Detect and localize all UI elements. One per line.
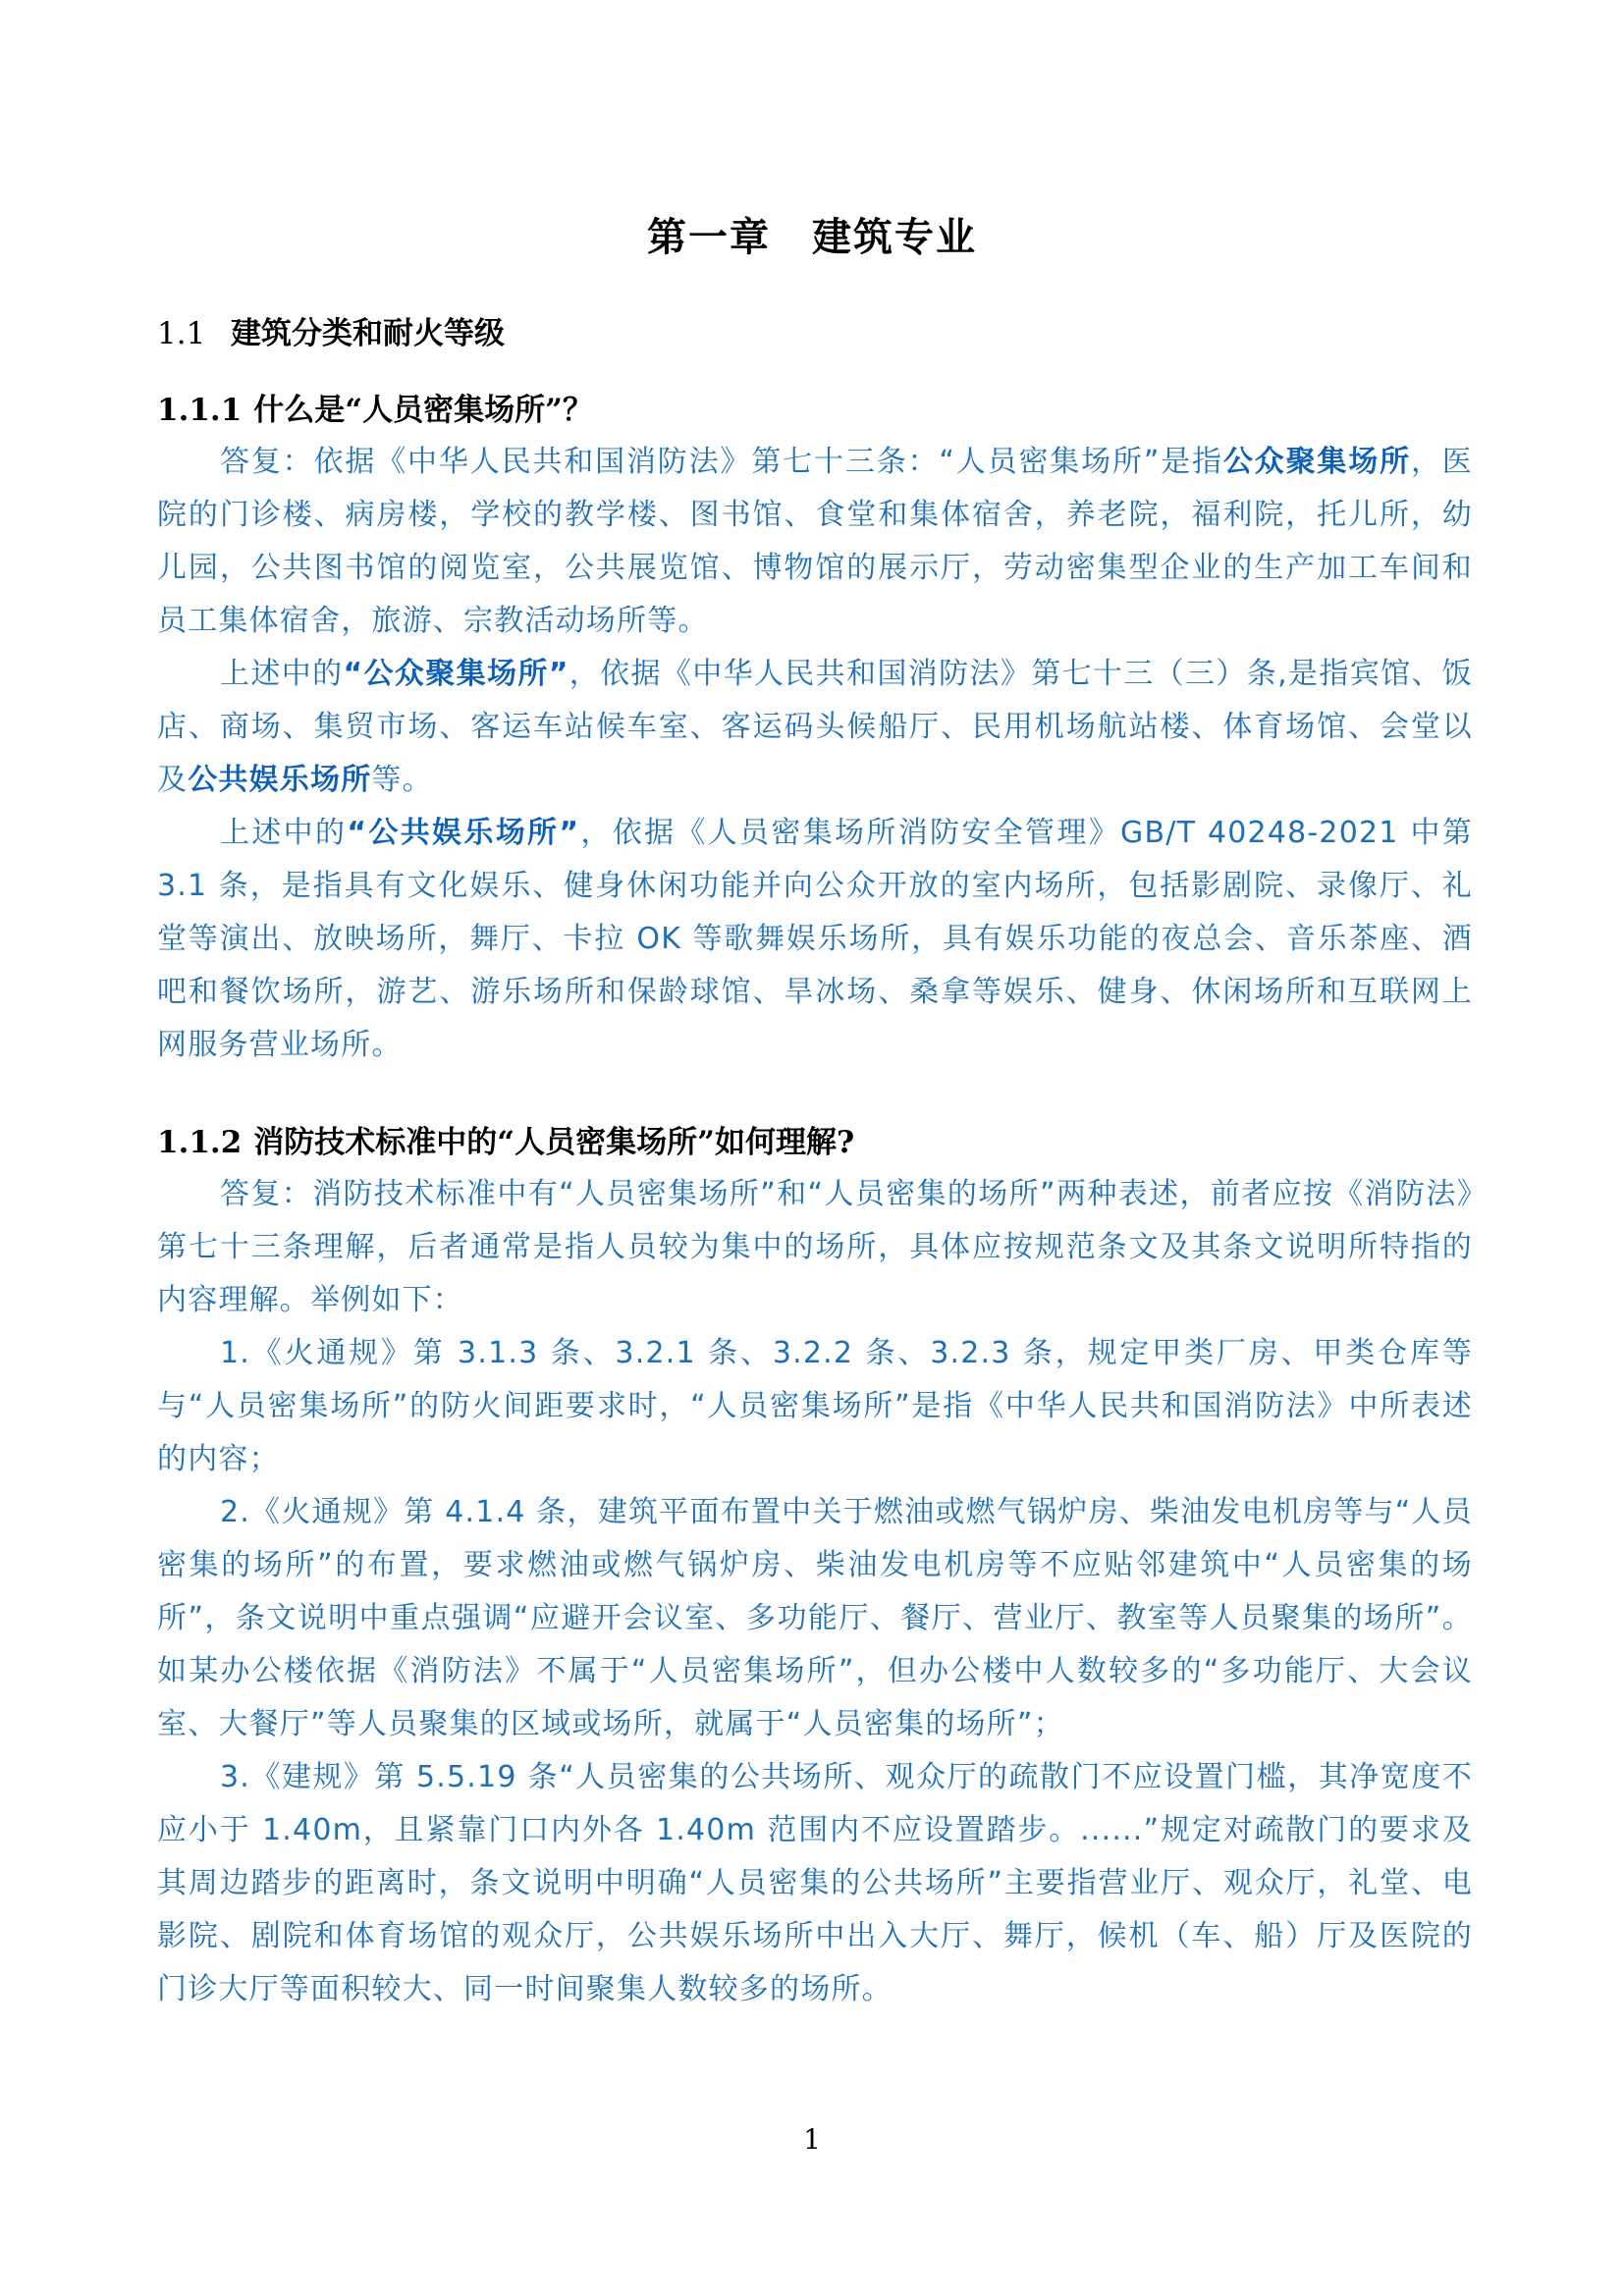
question-1-answer-paragraph-3 bbox=[157, 807, 1473, 1072]
paragraph-text: 等。 bbox=[371, 763, 433, 797]
question-1 bbox=[157, 387, 1473, 1072]
page-number: 1 bbox=[803, 2123, 821, 2156]
paragraph-text: ，医院的门诊楼、病房楼，学校的教学楼、图书馆、食堂和集体宿舍，养老院，福利院，托儿所，幼儿园，公共图书馆的阅览室，公共展览馆、博物馆的展示厅，劳动密集型企业的生产加工车间和员工集体宿舍，旅游、宗教活动场所等。 bbox=[157, 445, 1473, 638]
section-title: 建筑分类和耐火等级 bbox=[231, 316, 505, 351]
question-2-answer-paragraph-1: 答复：消防技术标准中有“人员密集场所”和“人员密集的场所”两种表述，前者应按《消防法》第七十三条理解，后者通常是指人员较为集中的场所，具体应按规范条文及其条文说明所特指的内容理解。举例如下： bbox=[157, 1177, 1473, 1317]
paragraph-text: ，依据《中华人民共和国消防法》第七十三（三）条,是指宾馆、饭店、商场、集贸市场、客运车站候车室、客运码头候船厅、民用机场航站楼、体育场馆、会堂以及 bbox=[157, 657, 1473, 797]
section-number: 1.1 bbox=[157, 316, 206, 351]
paragraph-text: 上述中的 bbox=[220, 816, 348, 850]
emphasis-term: 公众聚集场所 bbox=[1222, 445, 1411, 479]
question-1-title: 什么是“人员密集场所”？ bbox=[253, 393, 593, 428]
question-1-number: 1.1.1 bbox=[157, 393, 243, 428]
question-2-number: 1.1.2 bbox=[157, 1125, 243, 1160]
question-1-answer-paragraph-1 bbox=[157, 436, 1473, 648]
question-1-heading bbox=[157, 387, 1473, 434]
paragraph-text: 答复：依据《中华人民共和国消防法》第七十三条：“人员密集场所”是指 bbox=[220, 445, 1223, 479]
paragraph-text: ，依据《人员密集场所消防安全管理》GB/T 40248-2021 中第 3.1 条，是指具有文化娱乐、健身休闲功能并向公众开放的室内场所，包括影剧院、录像厅、礼堂等演出、放映场所，舞厅、卡拉 OK 等歌舞娱乐场所，具有娱乐功能的夜总会、音乐茶座、酒吧和餐饮场所，游艺、游乐场所和保龄球馆、旱冰场、桑拿等娱乐、健身、休闲场所和互联网上网服务营业场所。 bbox=[157, 816, 1473, 1062]
question-2-example-1: 1.《火通规》第 3.1.3 条、3.2.1 条、3.2.2 条、3.2.3 条，规定甲类厂房、甲类仓库等与“人员密集场所”的防火间距要求时，“人员密集场所”是指《中华人民共和国消防法》中所表述的内容； bbox=[157, 1336, 1473, 1476]
question-2-example-2: 2.《火通规》第 4.1.4 条，建筑平面布置中关于燃油或燃气锅炉房、柴油发电机房等与“人员密集的场所”的布置，要求燃油或燃气锅炉房、柴油发电机房等不应贴邻建筑中“人员密集的场所”，条文说明中重点强调“应避开会议室、多功能厅、餐厅、营业厅、教室等人员聚集的场所”。如某办公楼依据《消防法》不属于“人员密集场所”，但办公楼中人数较多的“多功能厅、大会议室、大餐厅”等人员聚集的区域或场所，就属于“人员密集的场所”； bbox=[157, 1495, 1473, 1741]
question-2 bbox=[157, 1119, 1473, 2016]
section-heading bbox=[157, 312, 505, 355]
emphasis-term: 公共娱乐场所 bbox=[188, 763, 372, 797]
question-2-title: 消防技术标准中的“人员密集场所”如何理解? bbox=[253, 1125, 855, 1160]
emphasis-term: “公众聚集场所” bbox=[343, 657, 569, 691]
question-2-example-3: 3.《建规》第 5.5.19 条“人员密集的公共场所、观众厅的疏散门不应设置门槛，其净宽度不应小于 1.40m，且紧靠门口内外各 1.40m 范围内不应设置踏步。......”规定对疏散门的要求及其周边踏步的距离时，条文说明中明确“人员密集的公共场所”主要指营业厅、观众厅，礼堂、电影院、剧院和体育场馆的观众厅，公共娱乐场所中出入大厅、舞厅，候机（车、船）厅及医院的门诊大厅等面积较大、同一时间聚集人数较多的场所。 bbox=[157, 1760, 1473, 2006]
chapter-title: 第一章 建筑专业 bbox=[647, 214, 977, 260]
question-2-heading bbox=[157, 1119, 1473, 1166]
question-1-answer-paragraph-2 bbox=[157, 648, 1473, 807]
emphasis-term: “公共娱乐场所” bbox=[347, 816, 580, 850]
paragraph-text: 上述中的 bbox=[220, 657, 344, 691]
